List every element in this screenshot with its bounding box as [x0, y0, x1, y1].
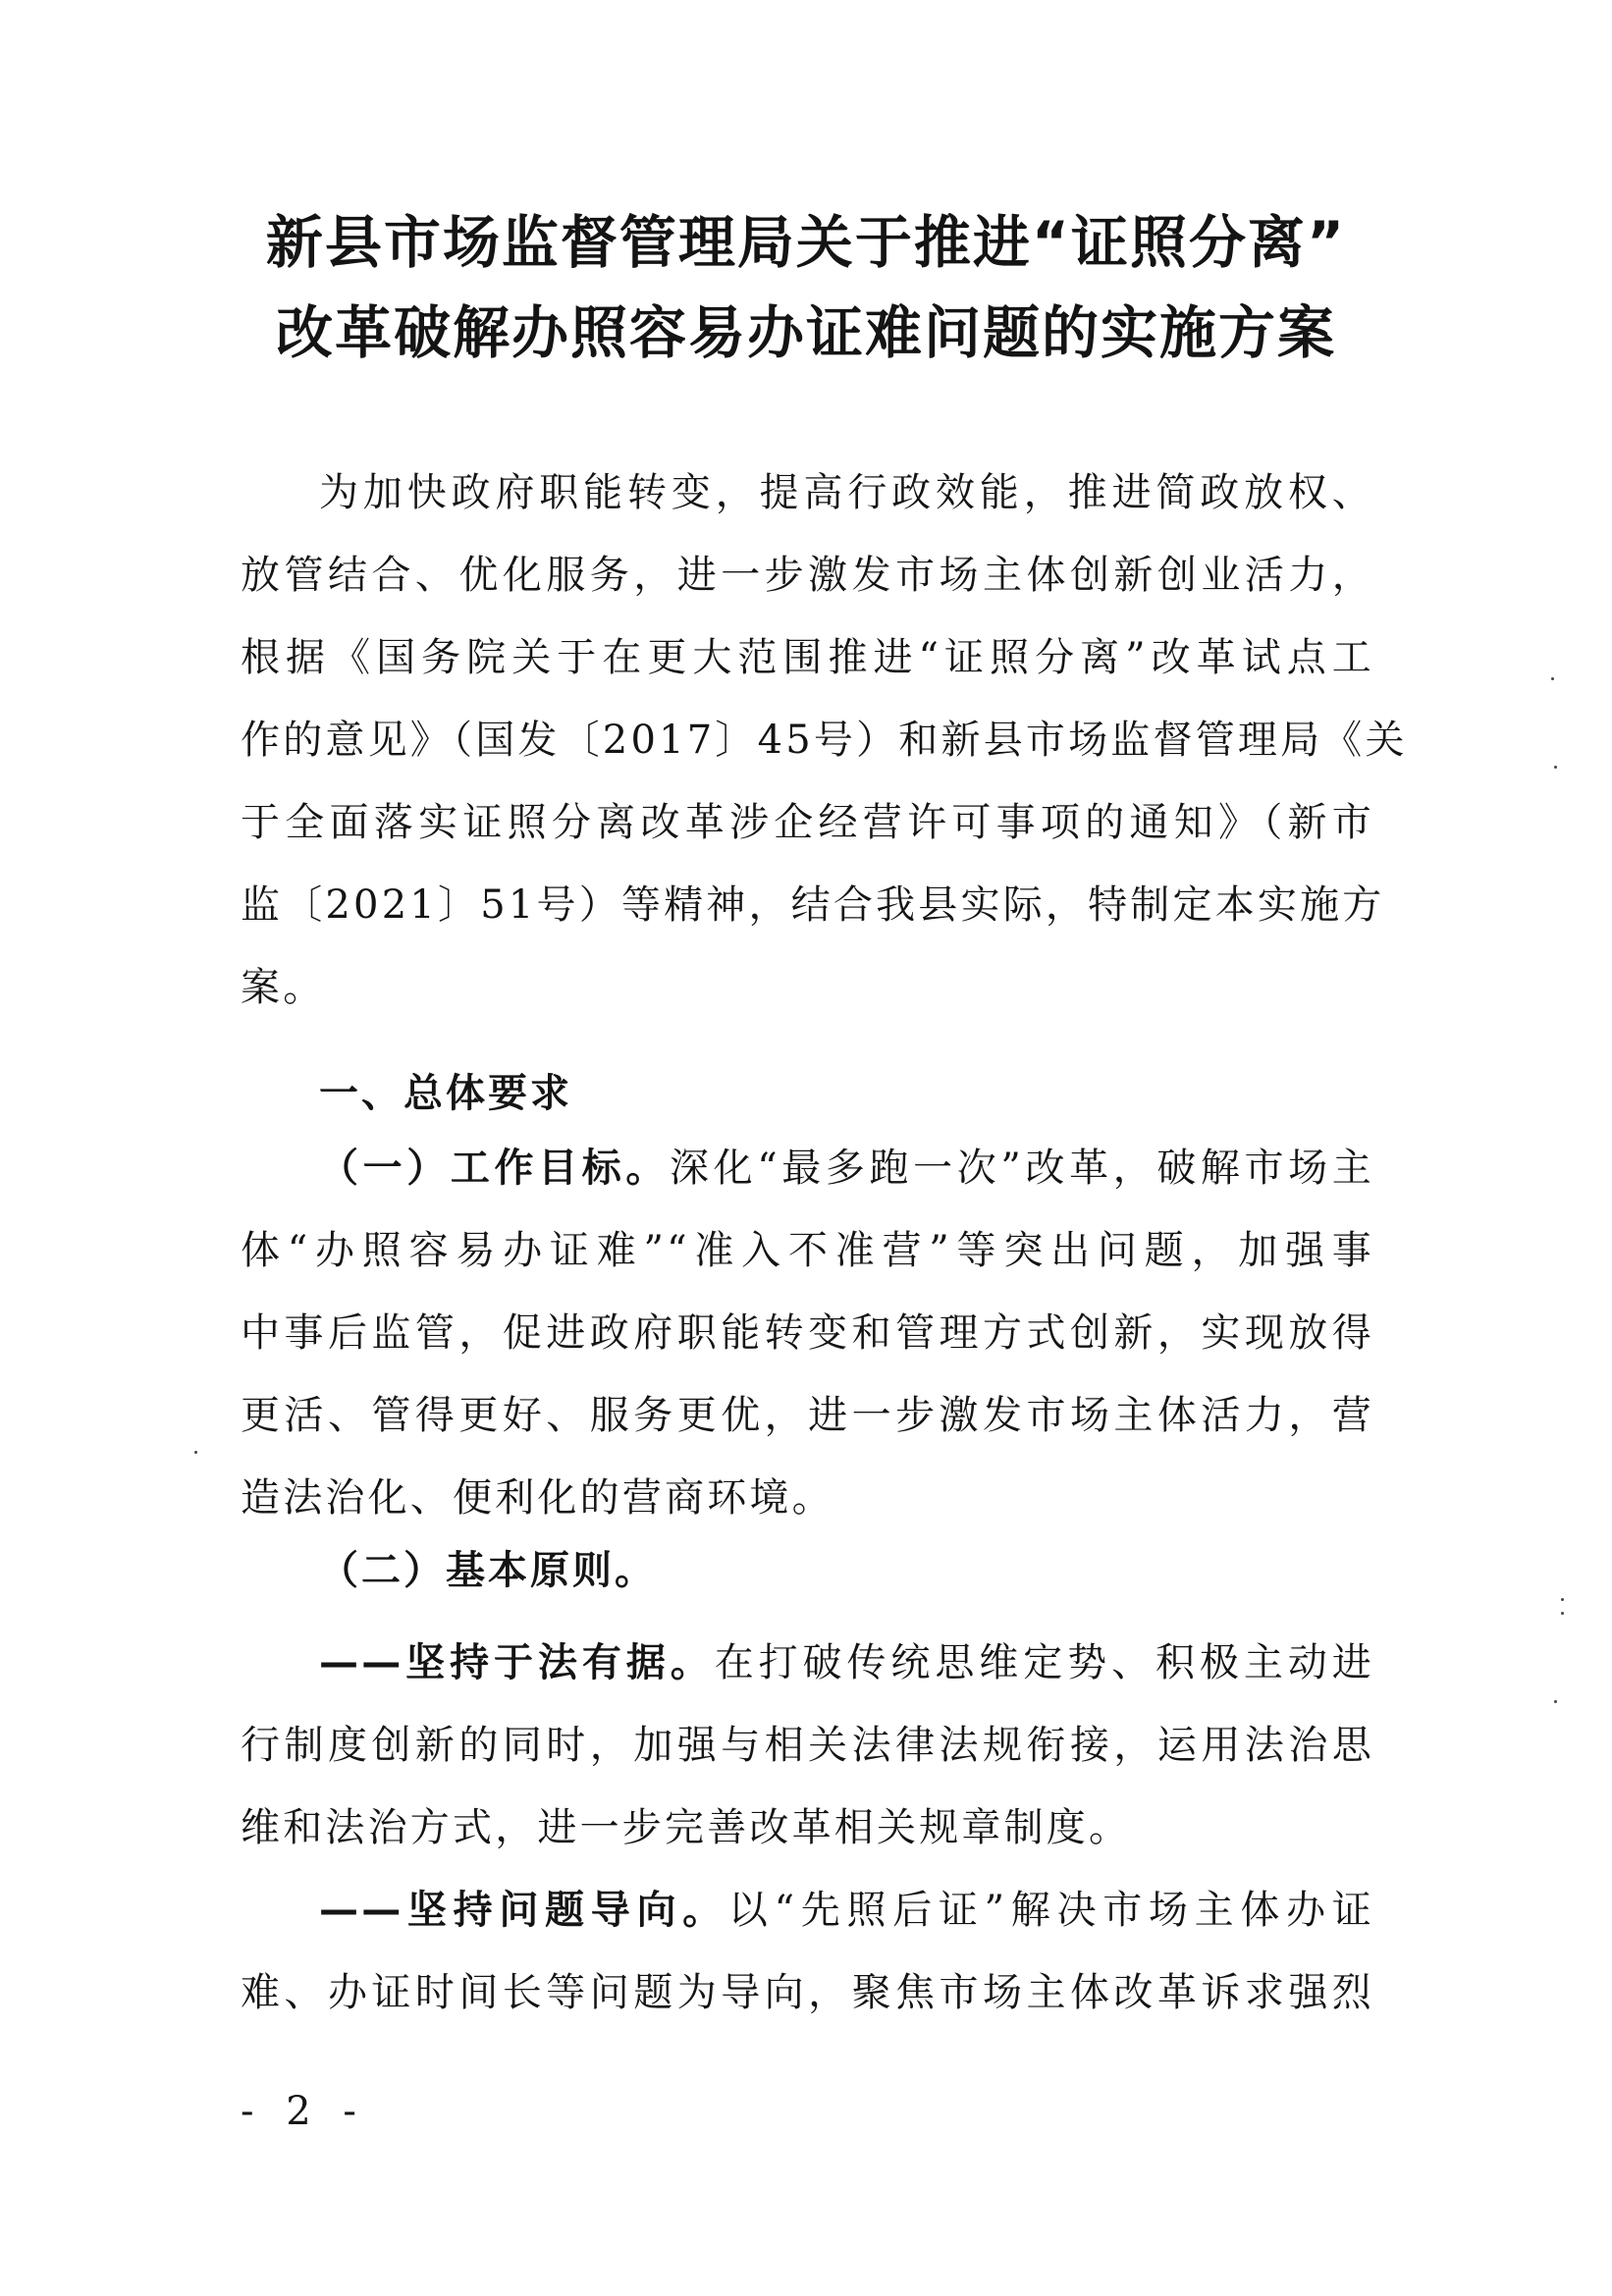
paragraph-line: 监〔2021〕51号）等精神，结合我县实际，特制定本实施方 — [241, 882, 1385, 928]
scan-speck — [1554, 766, 1557, 769]
paragraph-line: 难、办证时间长等问题为导向，聚焦市场主体改革诉求强烈 — [241, 1970, 1374, 2015]
paragraph-line: 造法治化、便利化的营商环境。 — [241, 1475, 834, 1521]
paragraph-line: 案。 — [241, 965, 326, 1010]
scan-speck — [1554, 1700, 1557, 1703]
document-title-line-2: 改革破解办照容易办证难问题的实施方案 — [275, 299, 1336, 366]
paragraph-line — [241, 1127, 1374, 1209]
paragraph-line: 为加快政府职能转变，提高行政效能，推进简政放权、 — [319, 470, 1374, 515]
paragraph-line: 更活、管得更好、服务更优，进一步激发市场主体活力，营 — [241, 1393, 1374, 1438]
paragraph-line: 体“办照容易办证难”“准入不准营”等突出问题，加强事 — [241, 1228, 1374, 1273]
paragraph-line — [241, 1622, 1374, 1704]
principle-paragraph — [241, 1869, 1374, 2034]
scan-speck — [1551, 677, 1554, 680]
paragraph-line — [241, 1869, 1374, 1951]
scan-speck — [194, 1451, 197, 1454]
scan-speck — [1561, 1612, 1564, 1615]
principle-line-rest: 以“先照后证”解决市场主体办证 — [727, 1888, 1374, 1933]
principle-line-rest: 在打破传统思维定势、积极主动进 — [714, 1640, 1374, 1685]
page-number: - 2 - — [241, 2089, 366, 2134]
principle-label: ——坚持问题导向。 — [319, 1888, 728, 1933]
document-title-line-1: 新县市场监督管理局关于推进“证照分离” — [265, 209, 1347, 276]
intro-paragraph — [241, 452, 1408, 1029]
subsection-heading: （二）基本原则。 — [319, 1548, 657, 1593]
paragraph-line: 放管结合、优化服务，进一步激发市场主体创新创业活力， — [241, 553, 1374, 598]
paragraph-line: 根据《国务院关于在更大范围推进“证照分离”改革试点工 — [241, 635, 1374, 680]
paragraph-line: 中事后监管，促进政府职能转变和管理方式创新，实现放得 — [241, 1310, 1374, 1356]
goal-line-rest: 深化“最多跑一次”改革，破解市场主 — [669, 1146, 1374, 1191]
paragraph-line: 于全面落实证照分离改革涉企经营许可事项的通知》（新市 — [241, 800, 1374, 845]
section-heading: 一、总体要求 — [319, 1071, 572, 1116]
paragraph-line: 行制度创新的同时，加强与相关法律法规衔接，运用法治思 — [241, 1723, 1374, 1768]
paragraph-line: 作的意见》（国发〔2017〕45号）和新县市场监督管理局《关 — [241, 718, 1408, 763]
principle-paragraph — [241, 1622, 1374, 1869]
goal-label: （一）工作目标。 — [319, 1146, 670, 1191]
scan-speck — [1561, 1598, 1564, 1601]
paragraph-line: 维和法治方式，进一步完善改革相关规章制度。 — [241, 1805, 1132, 1850]
goal-paragraph — [241, 1127, 1374, 1539]
principle-label: ——坚持于法有据。 — [319, 1640, 715, 1685]
